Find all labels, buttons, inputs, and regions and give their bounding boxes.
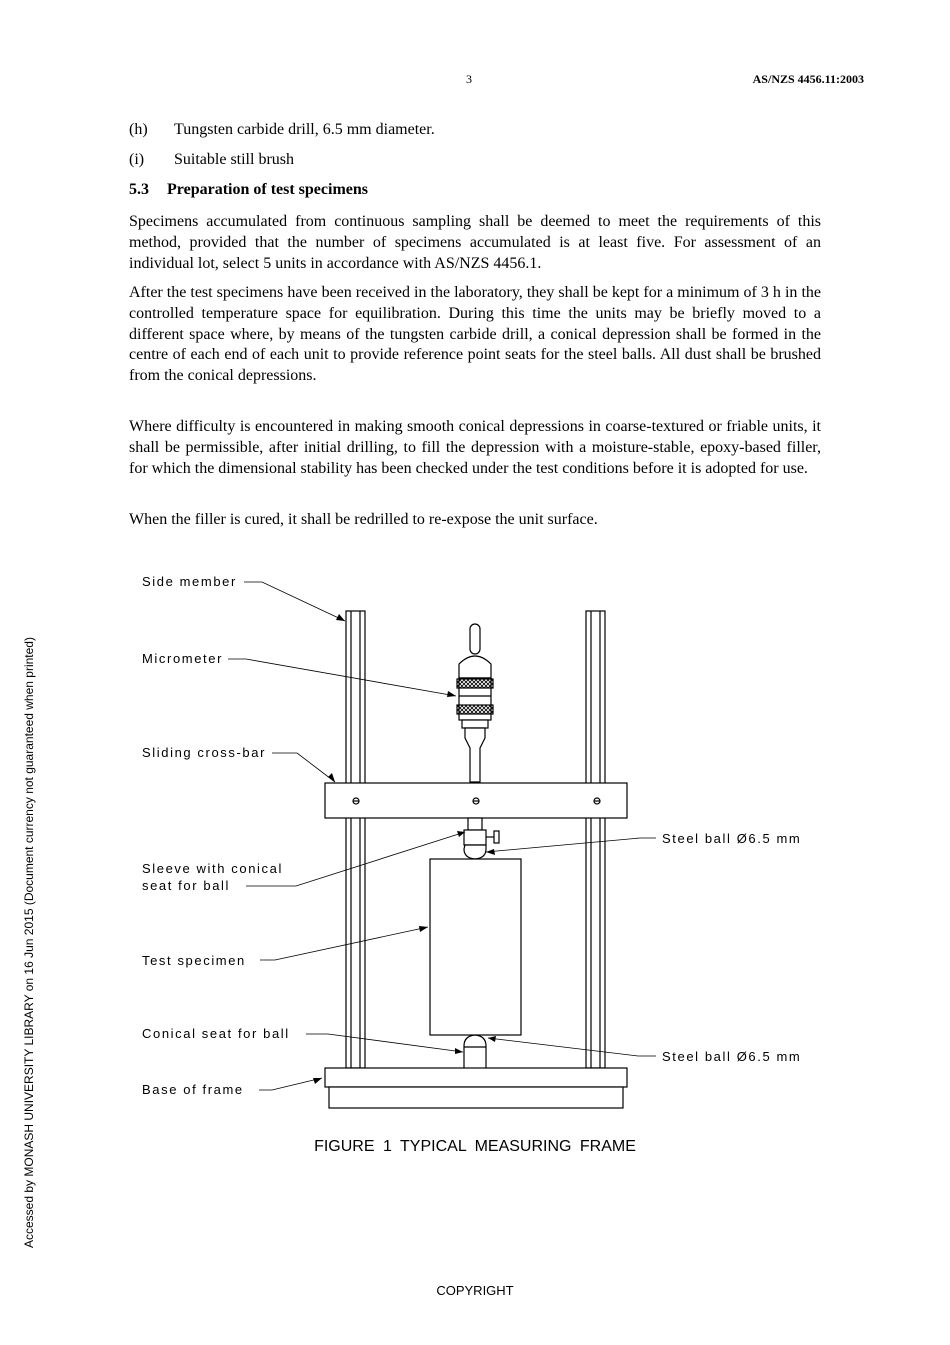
- steel-ball-top: [464, 845, 486, 859]
- paragraph: When the filler is cured, it shall be redrilled to re-expose the unit surface.: [129, 511, 598, 528]
- label-sleeve-line2: seat for ball: [142, 878, 231, 893]
- list-text: Tungsten carbide drill, 6.5 mm diameter.: [174, 121, 435, 138]
- paragraph: After the test specimens have been received in the laboratory, they shall be kept for a minimum of 3 h in the controlled temperature space for equilibration. During this time the units may be briefly moved to a different space where, by means of the tungsten carbide drill, a conical depression shall be formed in the centre of each end of each unit to provide reference point seats for the steel balls. All dust shall be brushed from the conical depressions.: [129, 284, 821, 385]
- paragraph: Specimens accumulated from continuous sampling shall be deemed to meet the requirements of this method, provided that the number of specimens accumulated is at least five. For assessment of an individual lot, select 5 units in accordance with AS/NZS 4456.1.: [129, 213, 821, 272]
- document-id: AS/NZS 4456.11:2003: [752, 72, 864, 86]
- list-marker: (h): [129, 121, 148, 138]
- section-title: Preparation of test specimens: [167, 181, 368, 198]
- label-side-member: Side member: [142, 574, 237, 589]
- label-steel-ball-bottom: Steel ball Ø6.5 mm: [662, 1049, 802, 1064]
- copyright-footer: COPYRIGHT: [436, 1283, 514, 1298]
- list-item: [129, 151, 294, 169]
- sliding-cross-bar: [325, 783, 627, 818]
- label-test-specimen: Test specimen: [142, 953, 246, 968]
- label-sleeve-line1: Sleeve with conical: [142, 861, 283, 876]
- label-base-of-frame: Base of frame: [142, 1082, 244, 1097]
- list-marker: (i): [129, 151, 145, 168]
- paragraph: Where difficulty is encountered in making smooth conical depressions in coarse-textured or friable units, it shall be permissible, after initial drilling, to fill the depression with a moisture-stable, epoxy-based filler, for which the dimensional stability has been checked under the test conditions before it is adopted for use.: [129, 418, 821, 477]
- figure-caption: FIGURE 1 TYPICAL MEASURING FRAME: [314, 1138, 636, 1155]
- label-steel-ball-top: Steel ball Ø6.5 mm: [662, 831, 802, 846]
- label-sliding-cross-bar: Sliding cross-bar: [142, 745, 267, 760]
- list-text: Suitable still brush: [174, 151, 294, 168]
- list-item: [129, 121, 435, 139]
- page-number: 3: [466, 72, 472, 86]
- section-number: 5.3: [129, 181, 149, 198]
- test-specimen: [430, 859, 521, 1035]
- base-of-frame: [325, 1068, 627, 1108]
- conical-seat-bottom: [464, 1035, 486, 1068]
- micrometer: [457, 624, 493, 782]
- side-member-right: [586, 611, 605, 1068]
- label-conical-seat: Conical seat for ball: [142, 1026, 290, 1041]
- side-access-note: Accessed by MONASH UNIVERSITY LIBRARY on 16 Jun 2015 (Document currency not guaranteed when printed): [22, 637, 36, 1248]
- label-micrometer: Micrometer: [142, 651, 224, 666]
- section-heading: [129, 181, 368, 199]
- measuring-frame-figure: [0, 560, 950, 1130]
